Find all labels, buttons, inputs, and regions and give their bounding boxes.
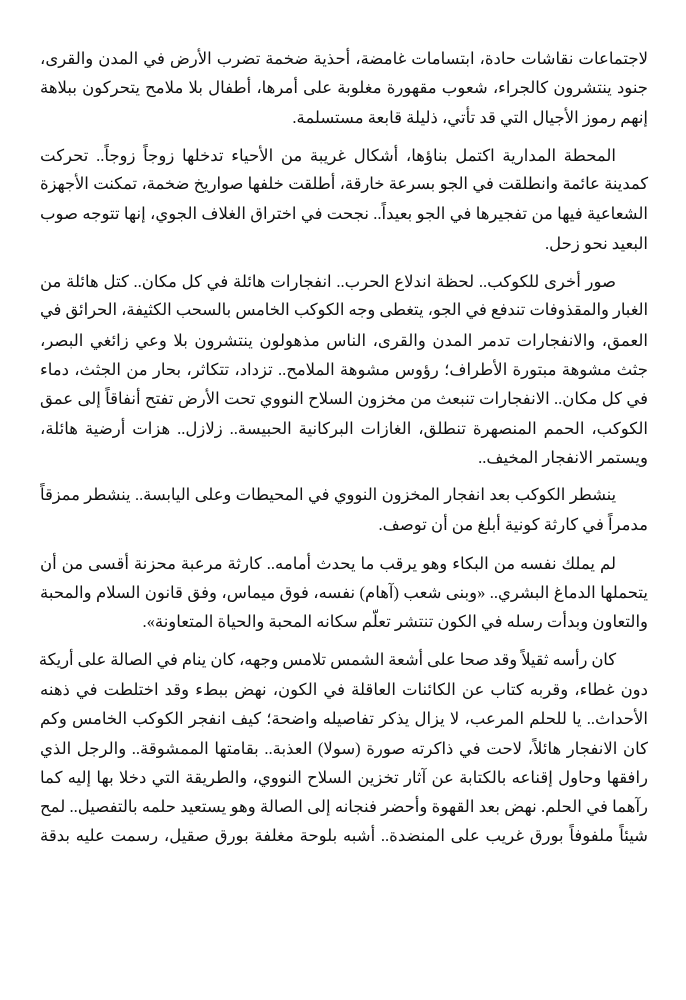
text-line: ويستمر الانفجار المخيف.. bbox=[478, 447, 648, 467]
text-line: صور أخرى للكوكب.. لحظة اندلاع الحرب.. انفجارات هائلة في كل مكان.. كتل هائلة من bbox=[40, 272, 616, 292]
paragraph-5 bbox=[40, 549, 648, 637]
text-line: يتحملها الدماغ البشري.. «وبنى شعب (آهام) نفسه، فوق ميماس، وفق قانون السلام والمحبة bbox=[40, 583, 648, 603]
document-page bbox=[40, 44, 648, 860]
text-line: دون غطاء، وقربه كتاب عن الكائنات العاقلة في الكون، نهض ببطء وقد اختلطت في ذهنه bbox=[40, 679, 648, 699]
text-line: الشعاعية فيها من تفجيرها في الجو بعيداً.. نجحت في اختراق الغلاف الجوي، إنها تتوجه صوب bbox=[40, 204, 648, 224]
paragraph-6 bbox=[40, 646, 648, 851]
paragraph-2 bbox=[40, 141, 648, 258]
paragraph-4 bbox=[40, 481, 648, 540]
text-line: جثث مشوهة مبتورة الأطراف؛ رؤوس مشوهة الملامح.. تزداد، تتكاثر، بحار من الجثث، دماء bbox=[40, 359, 648, 379]
text-line: كمدينة عائمة وانطلقت في الجو بسرعة خارقة، أطلقت خلفها صواريخ ضخمة، تمكنت الأجهزة bbox=[40, 175, 648, 194]
text-line: المحطة المدارية اكتمل بناؤها، أشكال غريبة من الأحياء تدخلها زوجاً زوجاً.. تحركت bbox=[40, 145, 616, 165]
text-line: مدمراً في كارثة كونية أبلغ من أن توصف. bbox=[378, 515, 648, 535]
text-line: البعيد نحو زحل. bbox=[545, 233, 648, 253]
text-line: رافقها وحاول إقناعه بالكتابة عن آثار تخزين السلاح النووي، والطريقة التي دخلا بها إليه كما bbox=[40, 767, 648, 787]
paragraph-3 bbox=[40, 267, 648, 472]
text-line: جنود ينتشرون كالجراء، شعوب مقهورة مغلوبة على أمرها، أطفال بلا ملامح يتحركون ببلاهة bbox=[40, 78, 648, 98]
text-line: لاجتماعات نقاشات حادة، ابتسامات غامضة، أحذية ضخمة تضرب الأرض في المدن والقرى، bbox=[40, 49, 648, 68]
text-line: لم يملك نفسه من البكاء وهو يرقب ما يحدث أمامه.. كارثة مرعبة محزنة أقسى من أن bbox=[40, 553, 616, 573]
text-line: شيئاً ملفوفاً بورق غريب على المنضدة.. أشبه بلوحة مغلفة بورق صقيل، رسمت عليه بدقة bbox=[40, 826, 648, 846]
text-line: كان الانفجار هائلاً، لاحت في ذاكرته صورة (سولا) العذبة.. بقامتها الممشوقة.. والرجل الذي bbox=[40, 738, 648, 758]
text-line: إنهم رموز الأجيال التي قد تأتي، ذليلة قابعة مستسلمة. bbox=[292, 107, 648, 127]
text-line: والتعاون وبدأت رسله في الكون تنتشر تعلّم سكانه المحبة والحياة المتعاونة». bbox=[142, 612, 648, 632]
text-line: العمق، والانفجارات تدمر المدن والقرى، الناس مذهولون ينتشرون بلا وعي زائغي البصر، bbox=[40, 330, 648, 350]
text-line: الأحداث.. يا للحلم المرعب، لا يزال يذكر تفاصيله واضحة؛ كيف انفجر الكوكب الخامس وكم bbox=[40, 709, 648, 729]
text-line: الغبار والمقذوفات تندفع في الجو، يتغطى وجه الكوكب الخامس بالسحب الكثيفة، الحرائق في bbox=[40, 301, 648, 320]
text-line: كان رأسه ثقيلاً وقد صحا على أشعة الشمس تلامس وجهه، كان ينام في الصالة على أريكة bbox=[38, 650, 616, 669]
text-line: رآهما في الحلم. نهض بعد القهوة وأحضر فنجانه إلى الصالة وهو يستعيد حلمه بالتفصيل.. لمح bbox=[40, 797, 648, 817]
text-line: الكوكب، الحمم المنصهرة تنطلق، الغازات البركانية الحبيسة.. زلازل.. هزات أرضية هائلة، bbox=[40, 418, 648, 438]
text-line: ينشطر الكوكب بعد انفجار المخزون النووي في المحيطات وعلى اليابسة.. ينشطر ممزقاً bbox=[40, 486, 616, 505]
text-line: في كل مكان.. الانفجارات تنبعث من مخزون السلاح النووي تحت الأرض تفتح أنفاقاً إلى عمق bbox=[40, 389, 648, 409]
paragraph-1 bbox=[40, 44, 648, 132]
